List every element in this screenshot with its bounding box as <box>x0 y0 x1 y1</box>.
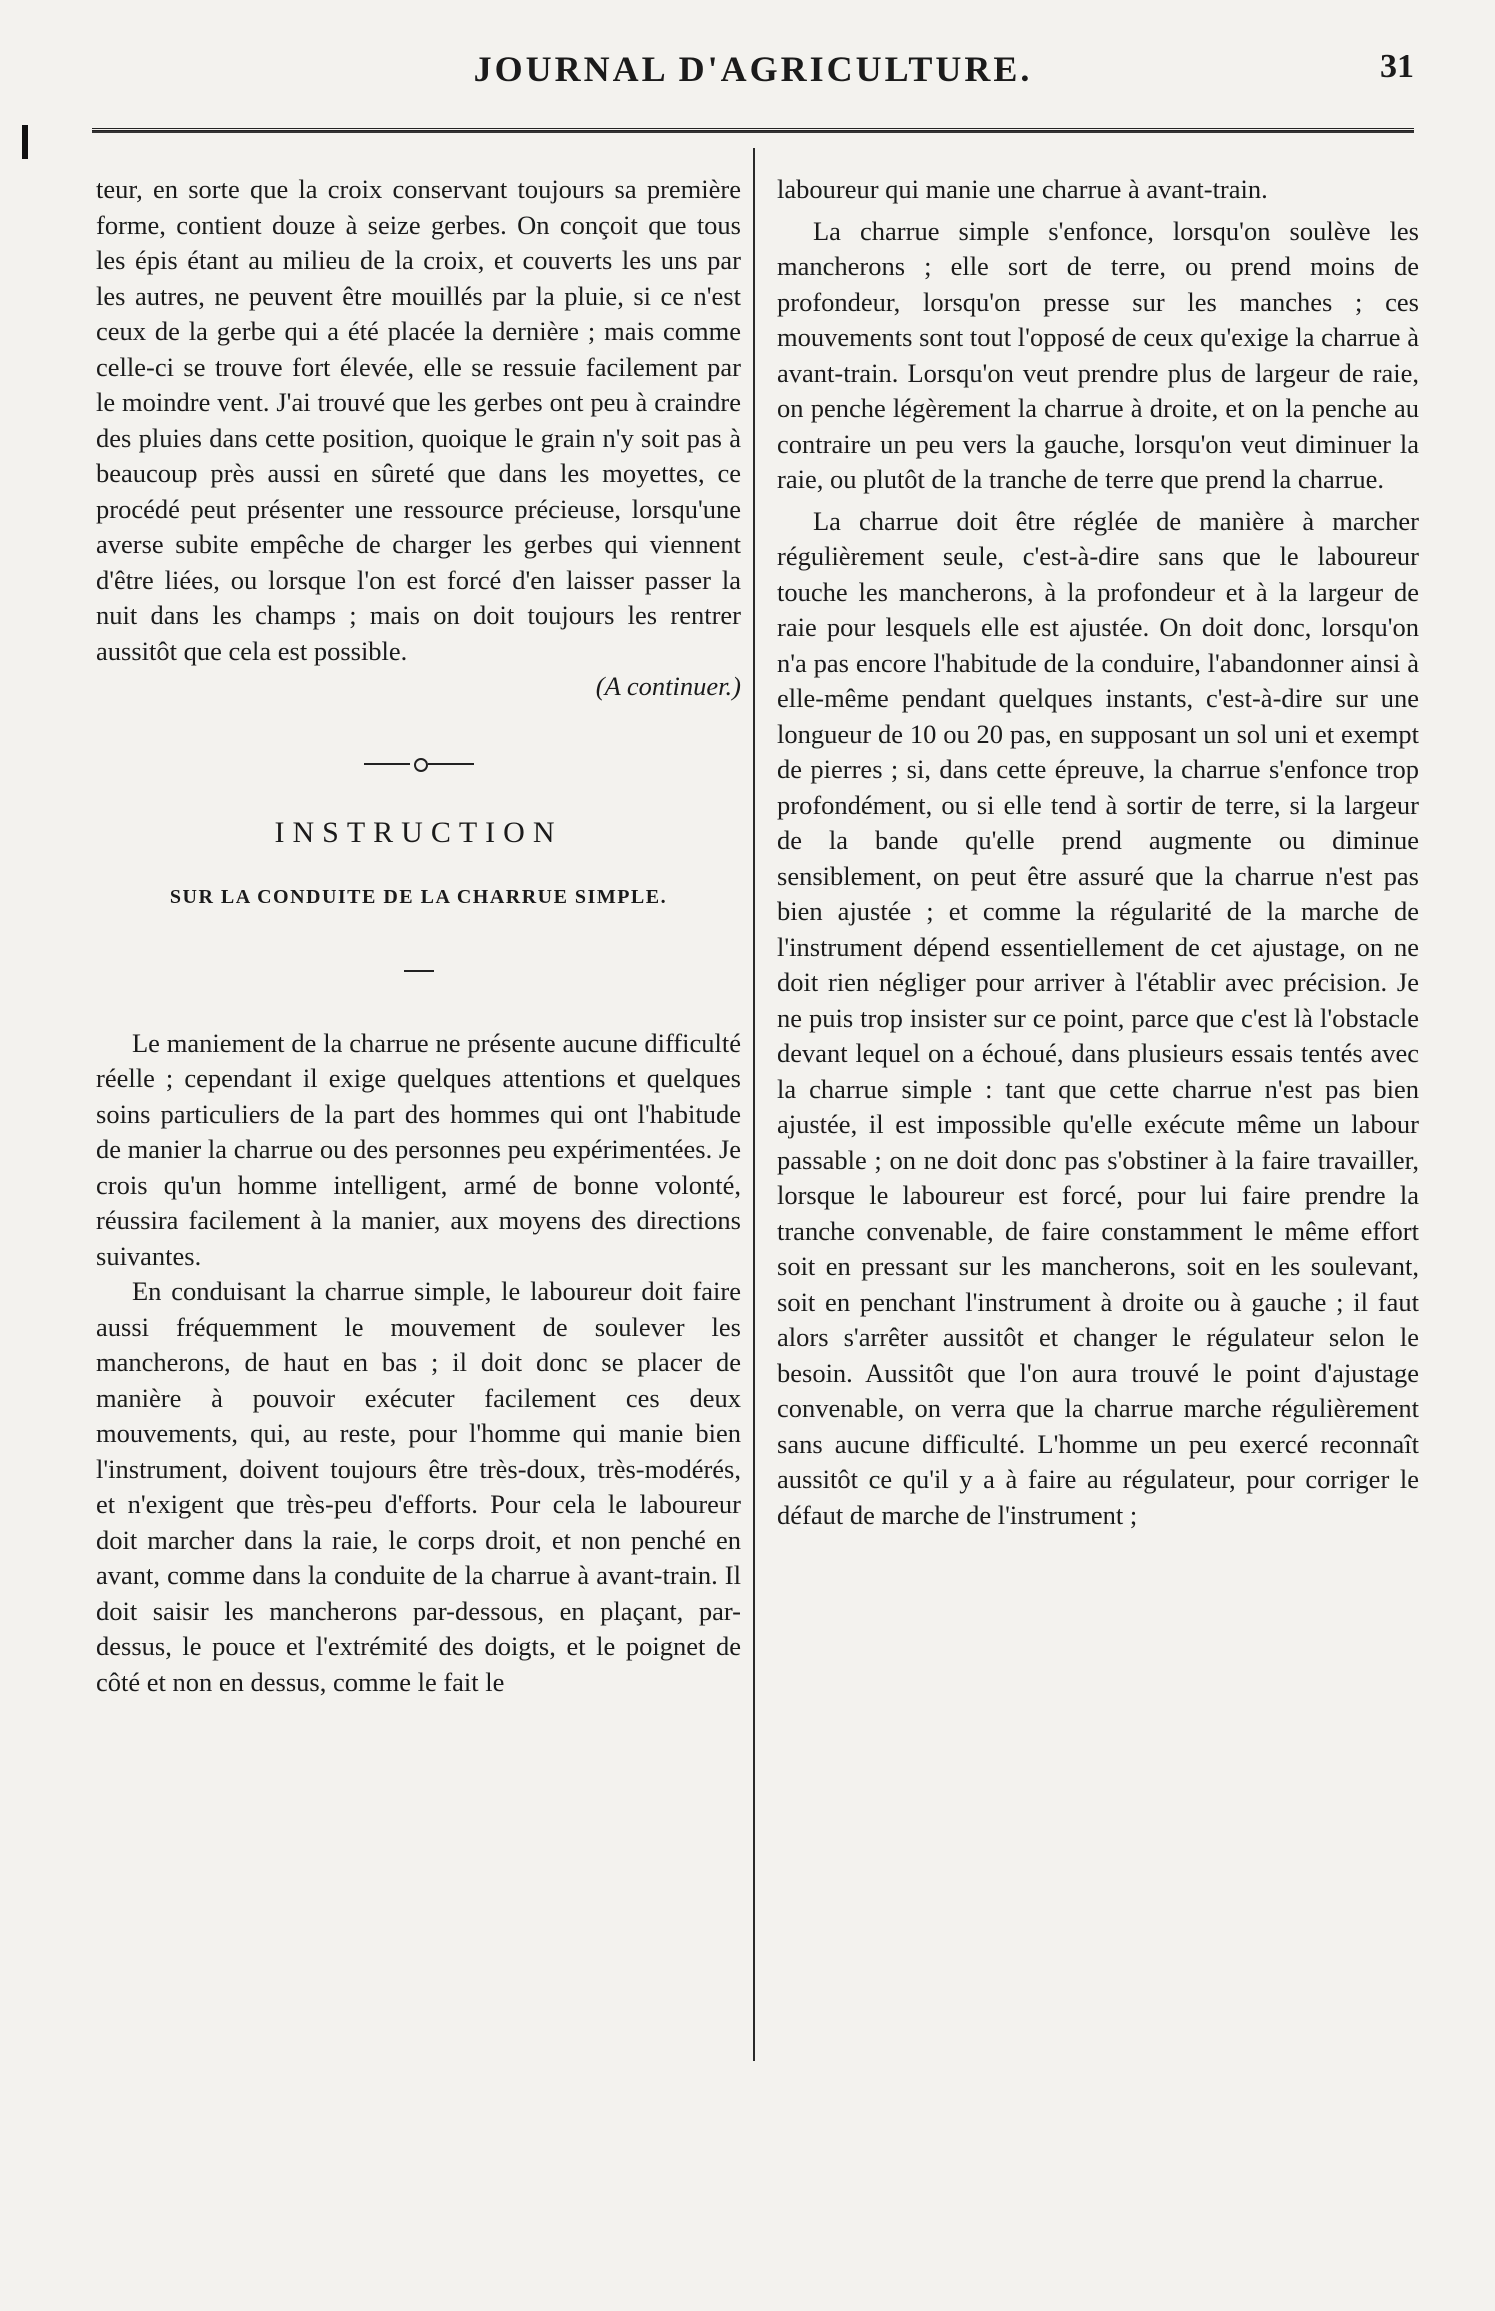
section-subtitle: SUR LA CONDUITE DE LA CHARRUE SIMPLE. <box>169 886 668 908</box>
right-column <box>777 172 1419 1533</box>
left-column <box>96 172 741 1700</box>
running-head <box>92 48 1414 108</box>
section-ornament <box>364 757 474 771</box>
left-paragraph-2: Le maniement de la charrue ne présente aucune difficulté réelle ; cependant il exige quelques attentions et quelques soins particuliers de la part des hommes qui ont l'habitude de manier la charrue ou des personnes peu expérimentées. Je crois qu'un homme intelligent, armé de bonne volonté, réussira facilement à la manier, aux moyens des directions suivantes. <box>96 1027 741 1271</box>
section-dash <box>404 970 434 972</box>
right-paragraph-3: La charrue doit être réglée de manière à marcher régulièrement seule, c'est-à-dire sans que le laboureur touche les mancherons, à la profondeur et à la largeur de raie pour lesquels elle est ajustée. On doit donc, lorsqu'on n'a pas encore l'habitude de la conduire, l'abandonner ainsi à elle-même pendant quelques instants, c'est-à-dire sur une longueur de 10 ou 20 pas, en supposant un sol uni et exempt de pierres ; si, dans cette épreuve, la charrue s'enfonce trop profondément, ou si elle tend à sortir de terre, si la largeur de la bande qu'elle prend augmente ou diminue sensiblement, on peut être assuré que la charrue n'est pas bien ajustée ; et comme la régularité de la marche de l'instrument dépend essentiellement de cet ajustage, on ne doit rien négliger pour arriver à l'établir avec précision. Je ne puis trop insister sur ce point, parce que c'est là l'obstacle devant lequel on a échoué, dans plusieurs essais tentés avec la charrue simple : tant que cette charrue n'est pas bien ajustée, il est impossible qu'elle exécute même un labour passable ; on ne doit donc pas s'obstiner à la faire travailler, lorsque le laboureur est forcé, pour lui faire prendre la tranche convenable, de faire constamment le même effort soit en pressant sur les mancherons, soit en les soulevant, soit en penchant l'instrument à droite ou à gauche ; il faut alors s'arrêter aussitôt et changer le régulateur selon le besoin. Aussitôt que l'on aura trouvé le point d'ajustage convenable, on verra que la charrue marche régulièrement sans aucune difficulté. L'homme un peu exercé reconnaît aussitôt ce qu'il y a à faire au régulateur, pour corriger le défaut de marche de l'instrument ; <box>777 505 1419 1530</box>
margin-mark <box>22 125 28 159</box>
left-paragraph-3: En conduisant la charrue simple, le laboureur doit faire aussi fréquemment le mouvement de soulever les mancherons, de haut en bas ; il doit donc se placer de manière à pouvoir exécuter facilement ces deux mouvements, qui, au reste, pour l'homme qui manie bien l'instrument, doivent toujours être très-doux, très-modérés, et n'exigent que très-peu d'efforts. Pour cela le laboureur doit marcher dans la raie, le corps droit, et non penché en avant, comme dans la conduite de la charrue à avant-train. Il doit saisir les mancherons par-dessous, en plaçant, par-dessus, le pouce et l'extrémité des doigts, et le poignet de côté et non en dessus, comme le fait le <box>96 1276 741 1697</box>
to-be-continued: (A continuer.) <box>595 671 741 701</box>
section-title: INSTRUCTION <box>274 815 563 849</box>
right-paragraph-2: La charrue simple s'enfonce, lorsqu'on soulève les mancherons ; elle sort de terre, ou prend moins de profondeur, lorsqu'on presse sur les manches ; ces mouvements sont tout l'opposé de ceux qu'exige la charrue à avant-train. Lorsqu'on veut prendre plus de largeur de raie, on penche légèrement la charrue à droite, et on la penche au contraire un peu vers la gauche, lorsqu'on veut diminuer la raie, ou plutôt de la tranche de terre que prend la charrue. <box>777 215 1419 494</box>
column-divider <box>753 148 755 2061</box>
journal-title: JOURNAL D'AGRICULTURE. <box>473 49 1033 89</box>
left-paragraph-1: teur, en sorte que la croix conservant toujours sa première forme, contient douze à seize gerbes. On conçoit que tous les épis étant au milieu de la croix, et couverts les uns par les autres, ne peuvent être mouillés par la pluie, si ce n'est ceux de la gerbe qui a été placée la dernière ; mais comme celle-ci se trouve fort élevée, elle se ressuie facilement par le moindre vent. J'ai trouvé que les gerbes ont peu à craindre des pluies dans cette position, quoique le grain n'y soit pas à beaucoup près aussi en sûreté que dans les moyettes, ce procédé peut présenter une ressource précieuse, lorsqu'une averse subite empêche de charger les gerbes qui viennent d'être liées, ou lorsque l'on est forcé d'en laisser passer la nuit dans les champs ; mais on doit toujours les rentrer aussitôt que cela est possible. <box>96 174 741 666</box>
header-rule <box>92 128 1414 133</box>
right-paragraph-1: laboureur qui manie une charrue à avant-train. <box>777 174 1268 204</box>
page-number: 31 <box>1380 48 1414 85</box>
